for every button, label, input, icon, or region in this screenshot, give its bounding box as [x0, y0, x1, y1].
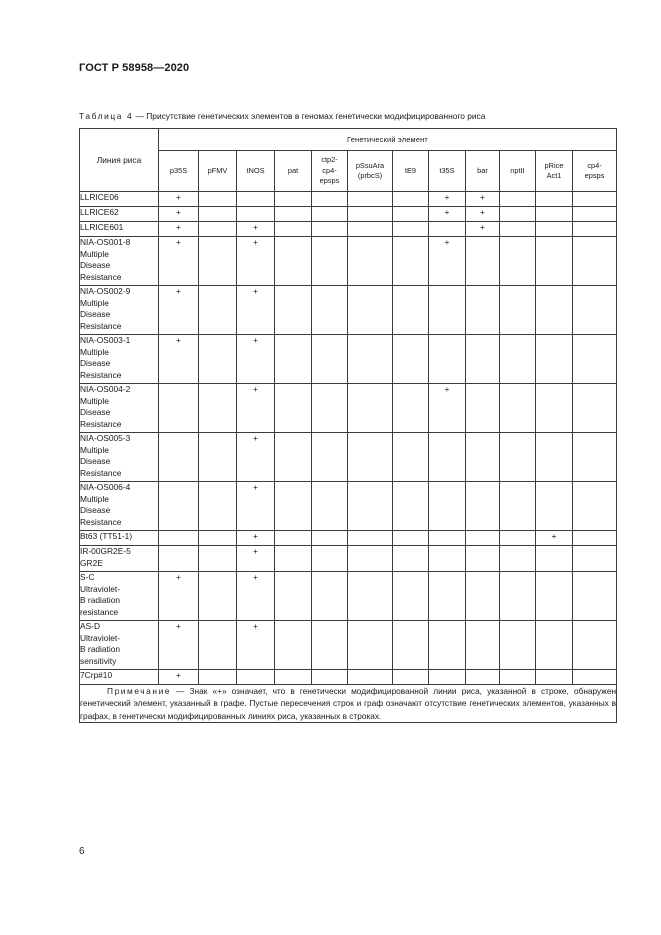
- presence-mark: [500, 670, 536, 685]
- presence-mark: [312, 192, 348, 207]
- presence-mark: [312, 207, 348, 222]
- presence-mark: [573, 572, 617, 621]
- presence-mark: [237, 192, 275, 207]
- table-row: [80, 384, 617, 433]
- rice-line-name: IR-00GR2E-5 GR2E: [80, 546, 159, 572]
- presence-mark: +: [466, 222, 500, 237]
- presence-mark: [393, 207, 429, 222]
- presence-mark: [348, 335, 393, 384]
- presence-mark: [275, 237, 312, 286]
- presence-mark: [199, 207, 237, 222]
- element-column-header: nptII: [500, 151, 536, 192]
- table-row: [80, 207, 617, 222]
- table-row: [80, 621, 617, 670]
- presence-mark: [429, 572, 466, 621]
- line-column-header: Линия риса: [80, 129, 159, 192]
- presence-mark: [348, 546, 393, 572]
- presence-mark: +: [237, 433, 275, 482]
- presence-mark: [199, 670, 237, 685]
- presence-mark: +: [466, 207, 500, 222]
- presence-mark: [500, 207, 536, 222]
- presence-mark: [393, 546, 429, 572]
- presence-mark: [275, 572, 312, 621]
- element-column-header: tE9: [393, 151, 429, 192]
- presence-mark: [500, 335, 536, 384]
- presence-mark: [348, 286, 393, 335]
- presence-mark: [500, 531, 536, 546]
- rice-line-name: NIA-OS002-9 Multiple Disease Resistance: [80, 286, 159, 335]
- presence-mark: [466, 531, 500, 546]
- table-row: [80, 335, 617, 384]
- presence-mark: [466, 482, 500, 531]
- presence-mark: [348, 621, 393, 670]
- presence-mark: [348, 384, 393, 433]
- presence-mark: [429, 621, 466, 670]
- presence-mark: [393, 237, 429, 286]
- presence-mark: [536, 237, 573, 286]
- presence-mark: [199, 546, 237, 572]
- presence-mark: [466, 670, 500, 685]
- presence-mark: [237, 670, 275, 685]
- presence-mark: +: [237, 237, 275, 286]
- presence-mark: [536, 482, 573, 531]
- table-note: [80, 685, 617, 723]
- table-row: [80, 237, 617, 286]
- presence-mark: [393, 572, 429, 621]
- element-column-header: bar: [466, 151, 500, 192]
- presence-mark: [312, 237, 348, 286]
- standard-designation: ГОСТ Р 58958—2020: [79, 62, 190, 74]
- presence-mark: [573, 531, 617, 546]
- presence-mark: [573, 192, 617, 207]
- presence-mark: [536, 207, 573, 222]
- presence-mark: [536, 384, 573, 433]
- presence-mark: [275, 531, 312, 546]
- presence-mark: [573, 207, 617, 222]
- rice-line-name: LLRICE06: [80, 192, 159, 207]
- presence-mark: [312, 384, 348, 433]
- presence-mark: [500, 384, 536, 433]
- presence-mark: [536, 621, 573, 670]
- presence-mark: [429, 335, 466, 384]
- presence-mark: [393, 621, 429, 670]
- rice-line-name: 7Crp#10: [80, 670, 159, 685]
- presence-mark: [393, 670, 429, 685]
- presence-mark: [573, 433, 617, 482]
- presence-mark: [573, 546, 617, 572]
- presence-mark: [393, 286, 429, 335]
- presence-mark: [429, 546, 466, 572]
- presence-mark: +: [237, 621, 275, 670]
- presence-mark: [275, 482, 312, 531]
- presence-mark: [348, 670, 393, 685]
- presence-mark: [573, 335, 617, 384]
- presence-mark: [199, 572, 237, 621]
- presence-mark: [500, 237, 536, 286]
- rice-line-name: NIA-OS001-8 Multiple Disease Resistance: [80, 237, 159, 286]
- presence-mark: [312, 546, 348, 572]
- presence-mark: +: [237, 546, 275, 572]
- presence-mark: [429, 482, 466, 531]
- presence-mark: [393, 482, 429, 531]
- presence-mark: [312, 286, 348, 335]
- presence-mark: [573, 621, 617, 670]
- table-row: [80, 546, 617, 572]
- note-label: Примечание: [107, 686, 172, 696]
- rice-line-name: S-C Ultraviolet- B radiation resistance: [80, 572, 159, 621]
- presence-mark: [536, 546, 573, 572]
- presence-mark: [466, 286, 500, 335]
- presence-mark: [573, 384, 617, 433]
- presence-mark: +: [429, 237, 466, 286]
- presence-mark: +: [536, 531, 573, 546]
- presence-mark: [500, 482, 536, 531]
- table-caption-label: Таблица 4: [79, 111, 134, 121]
- element-column-header: р35S: [159, 151, 199, 192]
- element-column-header: pSsuAra (prbcS): [348, 151, 393, 192]
- presence-mark: [312, 433, 348, 482]
- presence-mark: [393, 384, 429, 433]
- presence-mark: [429, 531, 466, 546]
- table-row: [80, 670, 617, 685]
- presence-mark: [393, 433, 429, 482]
- presence-mark: [536, 192, 573, 207]
- presence-mark: [429, 222, 466, 237]
- presence-mark: +: [159, 237, 199, 286]
- presence-mark: [536, 222, 573, 237]
- presence-mark: +: [159, 222, 199, 237]
- presence-mark: [500, 433, 536, 482]
- presence-mark: [312, 482, 348, 531]
- presence-mark: [500, 192, 536, 207]
- table-row: [80, 531, 617, 546]
- presence-mark: [500, 222, 536, 237]
- table-row: [80, 482, 617, 531]
- presence-mark: [500, 286, 536, 335]
- presence-mark: [500, 621, 536, 670]
- presence-mark: [237, 207, 275, 222]
- presence-mark: +: [237, 482, 275, 531]
- table-row: [80, 572, 617, 621]
- rice-line-name: LLRICE601: [80, 222, 159, 237]
- presence-mark: [199, 433, 237, 482]
- rice-line-name: AS-D Ultraviolet- B radiation sensitivity: [80, 621, 159, 670]
- presence-mark: +: [159, 621, 199, 670]
- presence-mark: +: [237, 335, 275, 384]
- presence-mark: +: [159, 670, 199, 685]
- presence-mark: [500, 546, 536, 572]
- presence-mark: +: [159, 335, 199, 384]
- presence-mark: [536, 433, 573, 482]
- genetic-elements-table: [79, 128, 617, 723]
- presence-mark: [199, 335, 237, 384]
- presence-mark: [466, 384, 500, 433]
- note-text: — Знак «+» означает, что в генетически модифицированной линии риса, указанной в строке, обнаружен генетический элемент, указанный в графе. Пустые пересечения строк и граф означают отсутствие генетических элементов, указанных в графах, в генетически модифицированных линиях риса, указанных в строках.: [80, 686, 617, 721]
- presence-mark: [199, 192, 237, 207]
- rice-line-name: NIA-OS006-4 Multiple Disease Resistance: [80, 482, 159, 531]
- presence-mark: [393, 531, 429, 546]
- presence-mark: [275, 222, 312, 237]
- table-note-row: [80, 685, 617, 723]
- presence-mark: [312, 222, 348, 237]
- presence-mark: [275, 670, 312, 685]
- presence-mark: +: [429, 192, 466, 207]
- presence-mark: [275, 546, 312, 572]
- rice-line-name: NIA-OS003-1 Multiple Disease Resistance: [80, 335, 159, 384]
- presence-mark: [275, 384, 312, 433]
- presence-mark: [199, 286, 237, 335]
- presence-mark: +: [237, 286, 275, 335]
- presence-mark: [500, 572, 536, 621]
- presence-mark: [275, 192, 312, 207]
- presence-mark: +: [159, 192, 199, 207]
- presence-mark: [199, 621, 237, 670]
- presence-mark: [348, 433, 393, 482]
- element-column-header: ctp2- cp4- epsps: [312, 151, 348, 192]
- presence-mark: +: [429, 207, 466, 222]
- presence-mark: [199, 384, 237, 433]
- presence-mark: [159, 482, 199, 531]
- presence-mark: [348, 222, 393, 237]
- table-caption: [79, 111, 485, 121]
- presence-mark: [393, 192, 429, 207]
- element-column-header: pRice Act1: [536, 151, 573, 192]
- presence-mark: +: [429, 384, 466, 433]
- presence-mark: [573, 482, 617, 531]
- presence-mark: [536, 286, 573, 335]
- presence-mark: [348, 192, 393, 207]
- presence-mark: [348, 572, 393, 621]
- presence-mark: +: [237, 531, 275, 546]
- rice-line-name: LLRICE62: [80, 207, 159, 222]
- presence-mark: [275, 286, 312, 335]
- presence-mark: [466, 237, 500, 286]
- presence-mark: [573, 286, 617, 335]
- presence-mark: [429, 286, 466, 335]
- presence-mark: [312, 621, 348, 670]
- presence-mark: +: [159, 207, 199, 222]
- presence-mark: [348, 482, 393, 531]
- presence-mark: [199, 222, 237, 237]
- presence-mark: [159, 384, 199, 433]
- presence-mark: [466, 572, 500, 621]
- presence-mark: [393, 335, 429, 384]
- presence-mark: [573, 222, 617, 237]
- presence-mark: [348, 207, 393, 222]
- presence-mark: +: [159, 286, 199, 335]
- presence-mark: +: [466, 192, 500, 207]
- presence-mark: [275, 433, 312, 482]
- presence-mark: [275, 621, 312, 670]
- presence-mark: [536, 335, 573, 384]
- rice-line-name: NIA-OS004-2 Multiple Disease Resistance: [80, 384, 159, 433]
- page-number: 6: [79, 846, 85, 857]
- element-column-header: t35S: [429, 151, 466, 192]
- presence-mark: [429, 670, 466, 685]
- element-column-header: pat: [275, 151, 312, 192]
- presence-mark: [466, 621, 500, 670]
- element-column-header: pFMV: [199, 151, 237, 192]
- table-row: [80, 286, 617, 335]
- table-caption-text: — Присутствие генетических элементов в геномах генетически модифицированного риса: [133, 111, 486, 121]
- presence-mark: [312, 572, 348, 621]
- presence-mark: [466, 433, 500, 482]
- element-group-header: Генетический элемент: [159, 129, 617, 151]
- presence-mark: +: [237, 572, 275, 621]
- element-column-header: cp4- epsps: [573, 151, 617, 192]
- table-row: [80, 433, 617, 482]
- presence-mark: [159, 531, 199, 546]
- element-column-header: tNOS: [237, 151, 275, 192]
- presence-mark: [159, 433, 199, 482]
- table-row: [80, 192, 617, 207]
- rice-line-name: Bt63 (TT51-1): [80, 531, 159, 546]
- presence-mark: [536, 572, 573, 621]
- presence-mark: [466, 546, 500, 572]
- presence-mark: [573, 670, 617, 685]
- presence-mark: +: [159, 572, 199, 621]
- presence-mark: [199, 237, 237, 286]
- presence-mark: [199, 482, 237, 531]
- presence-mark: +: [237, 384, 275, 433]
- presence-mark: [536, 670, 573, 685]
- presence-mark: [348, 531, 393, 546]
- presence-mark: [312, 670, 348, 685]
- table-row: [80, 222, 617, 237]
- presence-mark: [466, 335, 500, 384]
- presence-mark: [393, 222, 429, 237]
- presence-mark: [312, 335, 348, 384]
- presence-mark: [159, 546, 199, 572]
- rice-line-name: NIA-OS005-3 Multiple Disease Resistance: [80, 433, 159, 482]
- presence-mark: [275, 207, 312, 222]
- presence-mark: +: [237, 222, 275, 237]
- presence-mark: [429, 433, 466, 482]
- presence-mark: [573, 237, 617, 286]
- presence-mark: [199, 531, 237, 546]
- presence-mark: [348, 237, 393, 286]
- presence-mark: [275, 335, 312, 384]
- presence-mark: [312, 531, 348, 546]
